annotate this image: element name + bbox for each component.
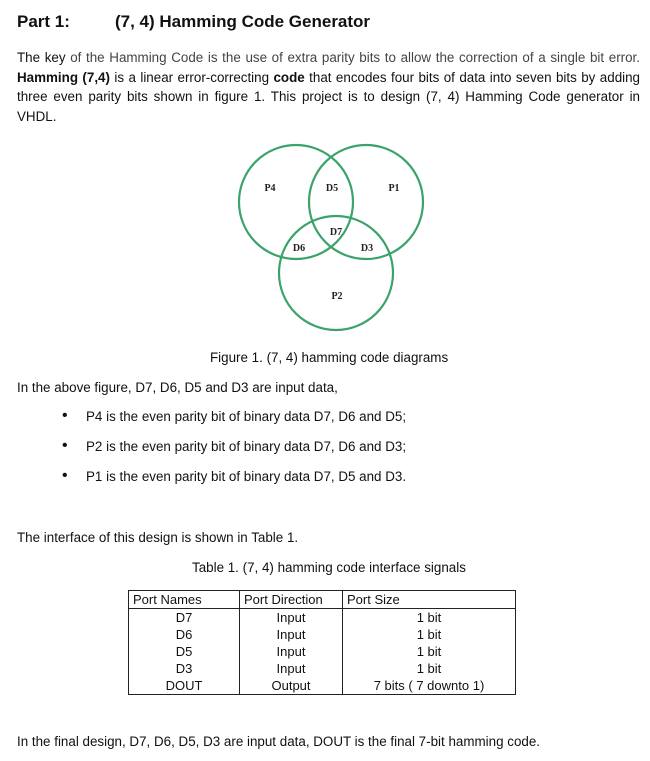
cell-port-size: 1 bit — [343, 643, 516, 660]
intro-text-2: of — [70, 50, 87, 65]
label-d7: D7 — [329, 227, 343, 238]
table-row — [129, 609, 516, 627]
label-p2: P2 — [331, 291, 343, 302]
cell-port-size: 7 bits ( 7 downto 1) — [343, 677, 516, 695]
final-text: In the final design, D7, D6, D5, D3 are input data, DOUT is the final 7-bit hamming code. — [17, 734, 540, 749]
cell-port-size: 1 bit — [343, 660, 516, 677]
cell-port-direction: Output — [240, 677, 343, 695]
table-row — [129, 660, 516, 677]
interface-text: The interface of this design is shown in Table 1. — [17, 530, 299, 545]
intro-text-5: is a linear error-correcting — [109, 69, 274, 85]
cell-port-direction: Input — [240, 626, 343, 643]
part-heading — [17, 12, 370, 32]
label-d3: D3 — [360, 243, 374, 254]
intro-keyword-code: code — [273, 69, 305, 85]
table-row — [129, 626, 516, 643]
intro-text-3: the Hamming Code is the use of extra parity bits to allow the correction of a single bit error. — [86, 50, 640, 65]
part-number: Part 1: — [17, 12, 70, 31]
label-d5: D5 — [325, 183, 339, 194]
label-d6: D6 — [292, 243, 306, 254]
header-port-direction: Port Direction — [240, 591, 343, 609]
table-caption: Table 1. (7, 4) hamming code interface signals — [192, 560, 466, 575]
parity-bullet-list — [58, 408, 406, 498]
venn-diagram — [230, 138, 430, 338]
label-p1: P1 — [388, 183, 400, 194]
intro-keyword-hamming: Hamming (7,4) — [17, 69, 110, 85]
interface-table — [128, 590, 516, 695]
table-header-row — [129, 591, 516, 609]
header-port-size: Port Size — [343, 591, 516, 609]
cell-port-name: D3 — [129, 660, 240, 677]
table-row — [129, 643, 516, 660]
intro-paragraph — [17, 48, 640, 126]
figure-caption: Figure 1. (7, 4) hamming code diagrams — [210, 350, 449, 365]
table-row — [129, 677, 516, 695]
circle-p1 — [309, 145, 423, 259]
label-p4: P4 — [264, 183, 276, 194]
intro-text-7: that encodes four bits of data into seven bits by adding three even parity bits shown in figure 1. This project is to design (7, 4) Hamming Code generator in VHDL. — [17, 69, 641, 124]
cell-port-name: DOUT — [129, 677, 240, 695]
cell-port-name: D6 — [129, 626, 240, 643]
list-item: • P1 is the even parity bit of binary data D7, D5 and D3. — [58, 468, 406, 498]
list-item: • P4 is the even parity bit of binary data D7, D6 and D5; — [58, 408, 406, 438]
page-title: (7, 4) Hamming Code Generator — [115, 12, 371, 31]
cell-port-name: D5 — [129, 643, 240, 660]
above-figure-text: In the above figure, D7, D6, D5 and D3 are input data, — [17, 380, 338, 395]
intro-text-1: The key — [17, 50, 71, 65]
cell-port-direction: Input — [240, 643, 343, 660]
cell-port-direction: Input — [240, 609, 343, 627]
cell-port-size: 1 bit — [343, 609, 516, 627]
cell-port-size: 1 bit — [343, 626, 516, 643]
header-port-names: Port Names — [129, 591, 240, 609]
circle-p4 — [239, 145, 353, 259]
cell-port-name: D7 — [129, 609, 240, 627]
list-item: • P2 is the even parity bit of binary data D7, D6 and D3; — [58, 438, 406, 468]
cell-port-direction: Input — [240, 660, 343, 677]
